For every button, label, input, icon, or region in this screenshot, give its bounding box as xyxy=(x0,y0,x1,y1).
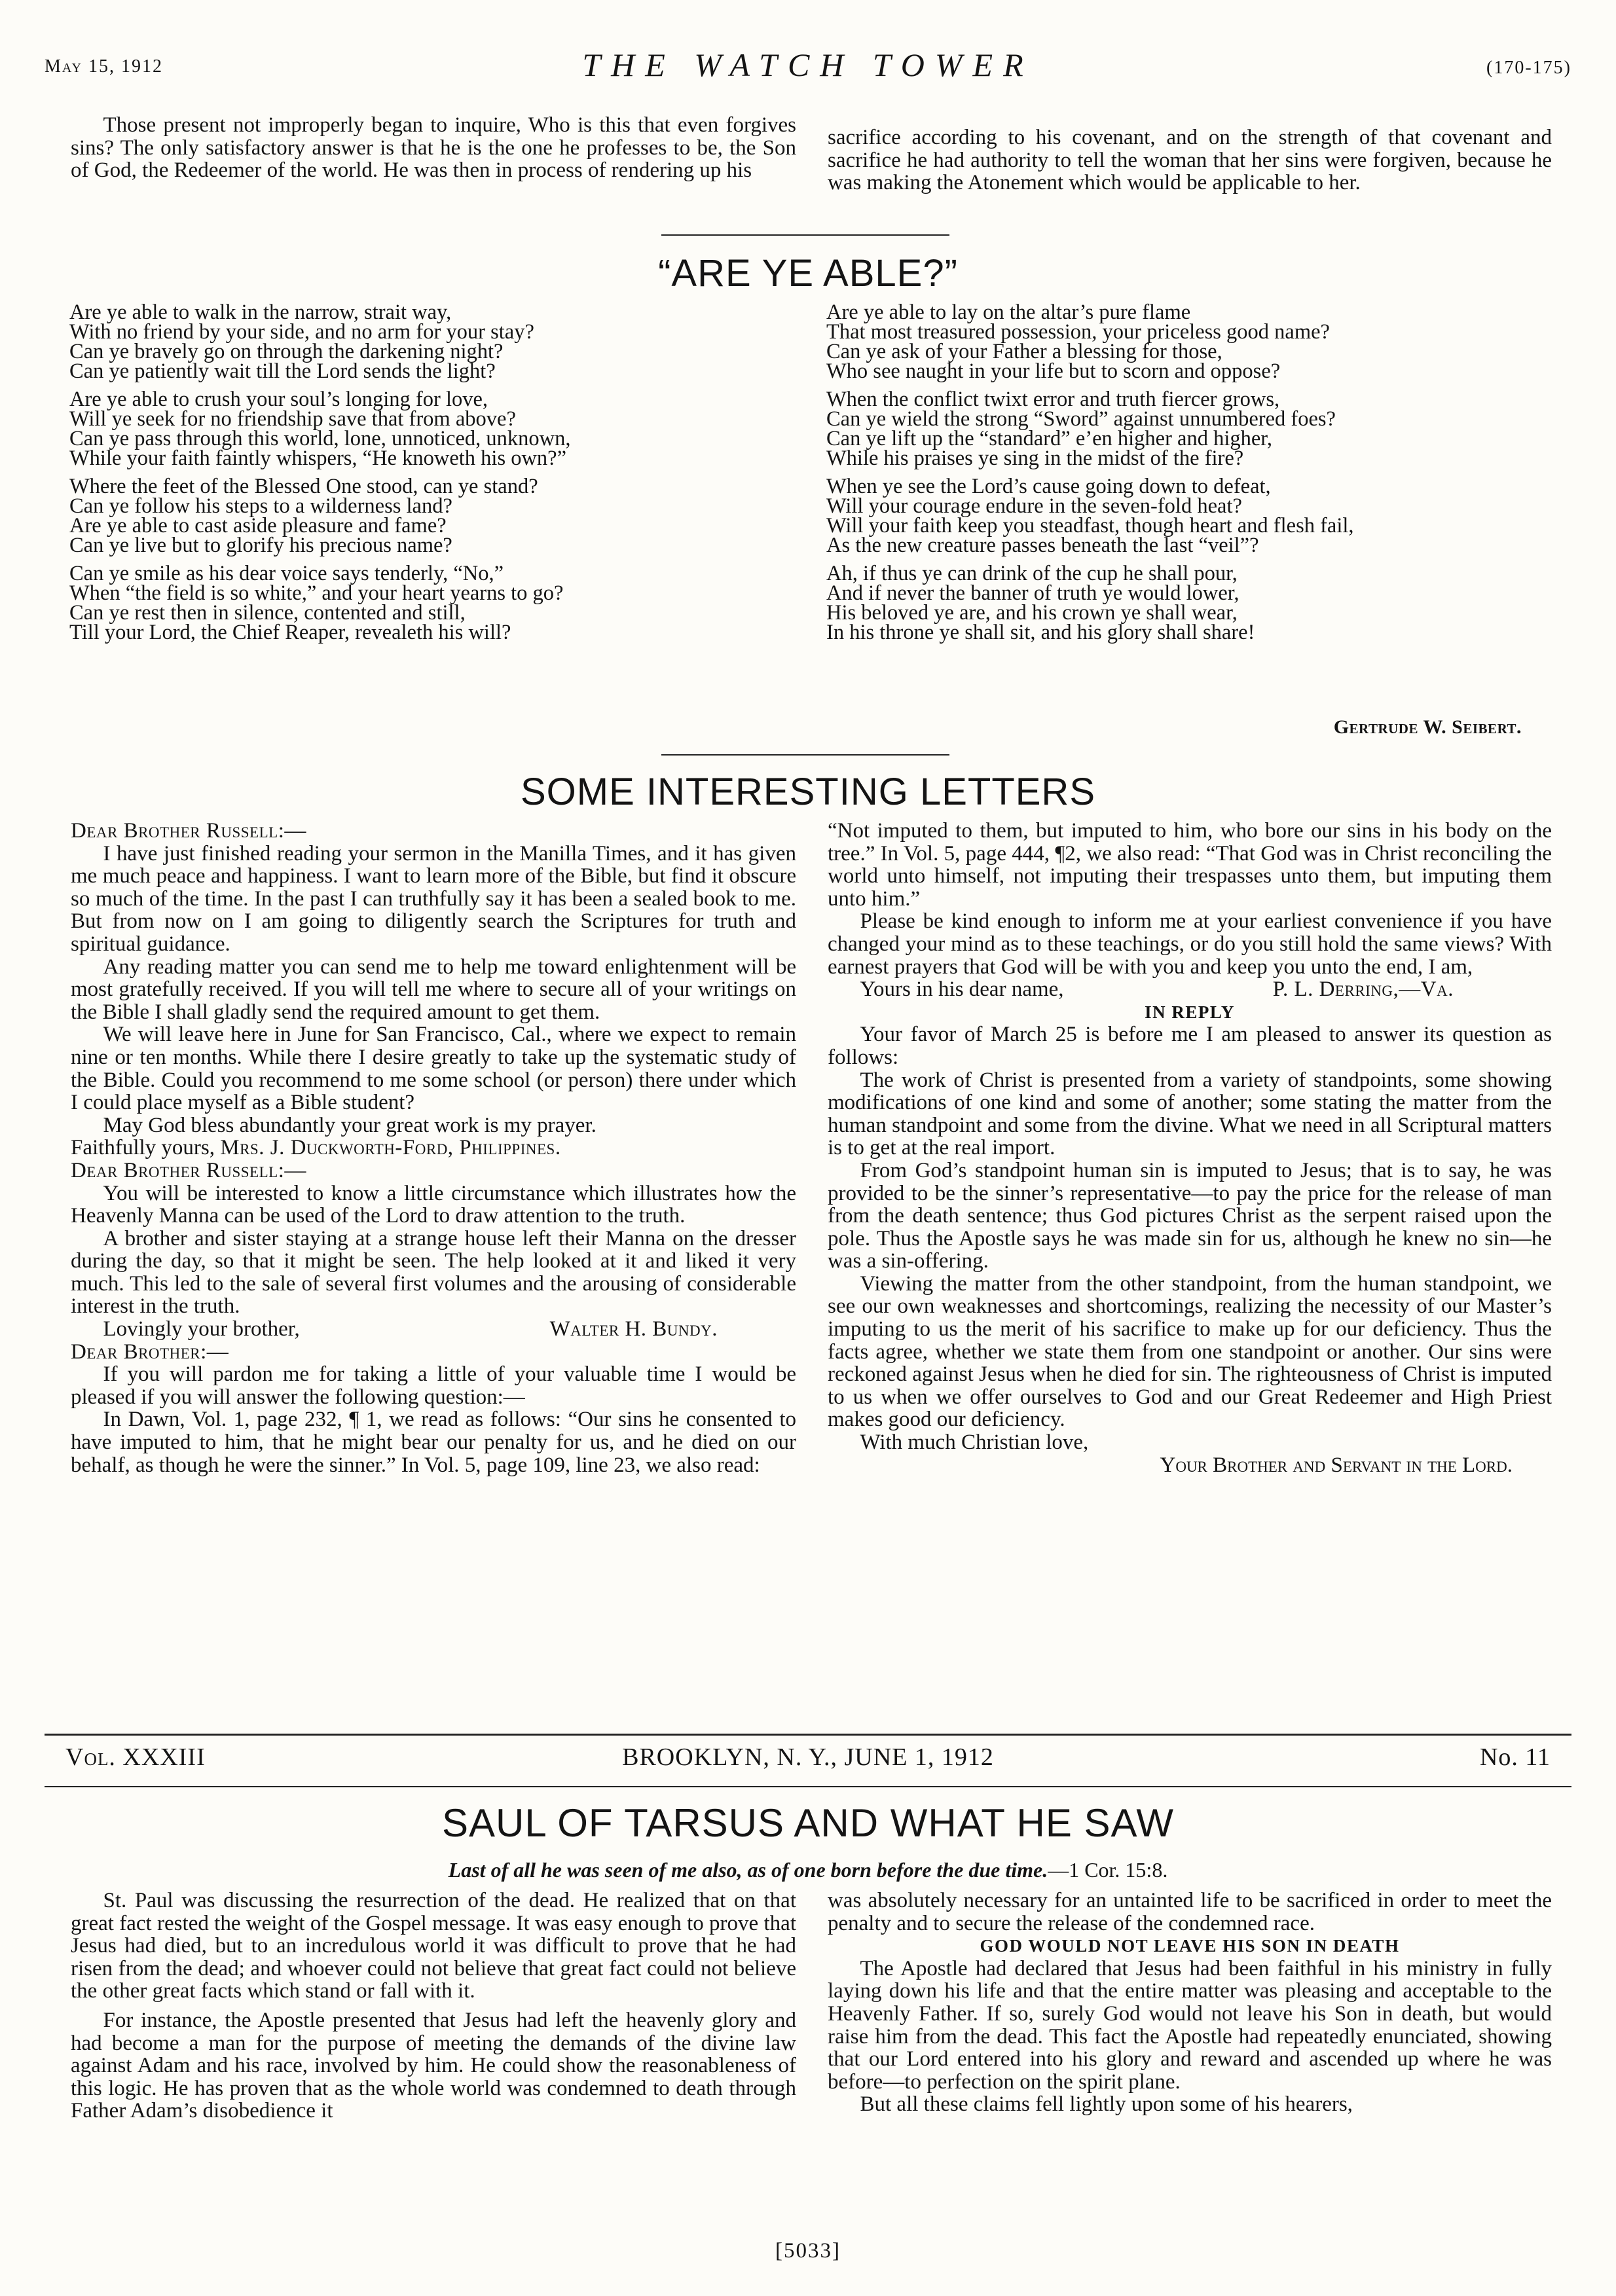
poem-stanza xyxy=(69,564,570,642)
poem-stanza xyxy=(826,477,1354,555)
paragraph: May God bless abundantly your great work is my prayer. xyxy=(103,1113,597,1137)
letters-right-column xyxy=(828,820,1552,1476)
page-number: [5033] xyxy=(775,2239,841,2263)
epigraph-reference: —1 Cor. 15:8. xyxy=(1048,1858,1168,1882)
divider xyxy=(661,234,949,236)
poem-stanza xyxy=(826,390,1354,468)
closing: Faithfully yours, xyxy=(71,1136,215,1160)
header-pages: (170-175) xyxy=(1486,58,1571,78)
paragraph: was absolutely necessary for an untainted life to be sacrificed in order to meet the penalty and to secure the release of the condemned race. xyxy=(828,1889,1552,1935)
paragraph: You will be interested to know a little circumstance which illustrates how the Heavenly Manna can be used of the Lord to draw attention to the truth. xyxy=(71,1181,796,1228)
poem-title: “ARE YE ABLE?” xyxy=(658,252,958,295)
poem-line: That most treasured possession, your priceless good name? xyxy=(826,320,1330,344)
poem-line: When the conflict twixt error and truth fiercer grows, xyxy=(826,388,1280,411)
paragraph: For instance, the Apostle presented that Jesus had left the heavenly glory and had become a man for the purpose of meeting the demands of the divine law against Adam and his race, involved by him. He could show the reasonableness of this logic. He has proven that as the whole world was condemned to death through Father Adam’s disobedience it xyxy=(71,2008,796,2123)
poem-stanza xyxy=(826,564,1354,642)
poem-line: Can ye patiently wait till the Lord sends the light? xyxy=(69,359,496,383)
issue-place-date: BROOKLYN, N. Y., JUNE 1, 1912 xyxy=(622,1743,994,1771)
article-right-column xyxy=(828,1889,1552,2116)
poem-line: When “the field is so white,” and your heart yearns to go? xyxy=(69,581,564,605)
closing: Yours in his dear name, xyxy=(860,977,1064,1002)
epigraph xyxy=(0,1858,1616,1882)
volume-number: Vol. XXXIII xyxy=(65,1743,206,1771)
reply-signature: Your Brother and Servant in the Lord. xyxy=(1160,1453,1513,1477)
poem-line: Are ye able to cast aside pleasure and fame? xyxy=(69,514,447,538)
salutation: Dear Brother:— xyxy=(71,1339,229,1364)
poem-line: Are ye able to walk in the narrow, strait way, xyxy=(69,301,452,324)
poem-line: Who see naught in your life but to scorn and oppose? xyxy=(826,359,1281,383)
paragraph: Any reading matter you can send me to help me toward enlightenment will be most gratefully received. If you will tell me where to secure all of your writings on the Bible I shall gladly send the required amount to get them. xyxy=(71,955,796,1024)
paragraph: A brother and sister staying at a strange house left their Manna on the dresser during the day, so that it might be seen. The help looked at it and liked it very much. This led to the sale of several first volumes and the arousing of considerable interest in the truth. xyxy=(71,1226,796,1319)
poem-line: Can ye lift up the “standard” e’en higher and higher, xyxy=(826,427,1272,450)
article-title: SAUL OF TARSUS AND WHAT HE SAW xyxy=(442,1801,1174,1845)
poem-line: Can ye follow his steps to a wilderness land? xyxy=(69,494,452,518)
poem-line: Till your Lord, the Chief Reaper, revealeth his will? xyxy=(69,621,511,644)
top-article-right xyxy=(828,126,1552,194)
paragraph: sacrifice according to his covenant, and on the strength of that covenant and sacrifice he had authority to tell the woman that her sins were forgiven, because he was making the Atonement which would be applicable to her. xyxy=(828,126,1552,195)
poem-right-column xyxy=(826,302,1354,651)
divider xyxy=(661,754,949,756)
paragraph: Viewing the matter from the other standpoint, from the human standpoint, we see our own weaknesses and shortcomings, realizing the necessity of our Master’s imputing to us the merit of his sacrifice to make up for our deficiency. Thus the facts agree, whether we state them from one standpoint or another. Our sins were reckoned against Jesus when he died for sin. The righteousness of Christ is imputed to us when we offer ourselves to God and our Great Redeemer and High Priest makes good our deficiency. xyxy=(828,1271,1552,1432)
poem-stanza xyxy=(69,302,570,381)
poem-line: Can ye pass through this world, lone, unnoticed, unknown, xyxy=(69,427,571,450)
header-date: May 15, 1912 xyxy=(45,56,163,77)
poem-line: Can ye rest then in silence, contented and still, xyxy=(69,601,466,625)
paragraph: The work of Christ is presented from a variety of standpoints, some showing modifications of one kind and some of another; some stating the matter from the human standpoint and some from the divine. What we need in all Scriptural matters is to get at the real import. xyxy=(828,1068,1552,1160)
poem-line: Can ye ask of your Father a blessing for those, xyxy=(826,340,1222,363)
letters-title: SOME INTERESTING LETTERS xyxy=(521,771,1095,813)
paragraph: With much Christian love, xyxy=(860,1430,1089,1455)
paragraph: Your favor of March 25 is before me I am pleased to answer its question as follows: xyxy=(828,1023,1552,1069)
letters-left-column xyxy=(71,820,796,1476)
poem-stanza xyxy=(69,477,570,555)
poem-line: Can ye smile as his dear voice says tenderly, “No,” xyxy=(69,562,504,585)
article-left-column xyxy=(71,1889,796,2123)
closing: Lovingly your brother, xyxy=(103,1317,300,1341)
poem-line: When ye see the Lord’s cause going down to defeat, xyxy=(826,475,1271,498)
poem-line: Can ye wield the strong “Sword” against unnumbered foes? xyxy=(826,407,1336,431)
poem-line: As the new creature passes beneath the last “veil”? xyxy=(826,534,1259,557)
poem-line: Can ye bravely go on through the darkening night? xyxy=(69,340,504,363)
paragraph: The Apostle had declared that Jesus had been faithful in his ministry in fully laying down his life and that the entire matter was pleasing and acceptable to the Heavenly Father. If so, surely God would not leave his Son in death, but would raise him from the dead. This fact the Apostle had repeatedly enunciated, showing that our Lord entered into his glory and reward and ascended up where he was before—to perfection on the spirit plane. xyxy=(828,1956,1552,2094)
poem-line: Ah, if thus ye can drink of the cup he shall pour, xyxy=(826,562,1238,585)
paragraph: I have just finished reading your sermon in the Manilla Times, and it has given me much peace and happiness. I want to learn more of the Bible, but find it obscure so much of the time. In the past I can truthfully say it has been a sealed book to me. But from now on I am going to diligently search the Scriptures for truth and spiritual guidance. xyxy=(71,841,796,956)
paragraph: In Dawn, Vol. 1, page 232, ¶ 1, we read as follows: “Our sins he consented to have imputed to him, that he might bear our penalty for us, and he died on our behalf, as though he were the sinner.” In Vol. 5, page 109, line 23, we also read: xyxy=(71,1408,796,1477)
signature: Walter H. Bundy. xyxy=(549,1317,718,1341)
poem-line: While your faith faintly whispers, “He knoweth his own?” xyxy=(69,446,567,470)
poem-line: In his throne ye shall sit, and his glory shall share! xyxy=(826,621,1255,644)
poem-line: Are ye able to crush your soul’s longing for love, xyxy=(69,388,488,411)
poem-stanza xyxy=(826,302,1354,381)
divider xyxy=(45,1734,1571,1736)
poem-stanza xyxy=(69,390,570,468)
signature: P. L. Derring,—Va. xyxy=(1272,977,1454,1002)
poem-author: Gertrude W. Seibert. xyxy=(1333,716,1522,738)
reply-heading: IN REPLY xyxy=(1145,1002,1235,1022)
poem-line: Are ye able to lay on the altar’s pure flame xyxy=(826,301,1191,324)
divider xyxy=(45,1786,1571,1787)
poem-line: While his praises ye sing in the midst of the fire? xyxy=(826,446,1244,470)
paragraph: We will leave here in June for San Francisco, Cal., where we expect to remain nine or ten months. While there I desire greatly to take up the systematic study of the Bible. Could you recommend to me some school (or person) there under which I could place myself as a Bible student? xyxy=(71,1023,796,1115)
signature-line xyxy=(71,1318,796,1341)
poem-line: Will your courage endure in the seven-fold heat? xyxy=(826,494,1242,518)
signature-line xyxy=(828,978,1552,1001)
masthead: THE WATCH TOWER xyxy=(582,46,1034,83)
paragraph: But all these claims fell lightly upon some of his hearers, xyxy=(860,2092,1353,2117)
paragraph: “Not imputed to them, but imputed to him, who bore our sins in his body on the tree.” In Vol. 5, page 444, ¶2, we also read: “That God was in Christ reconciling the world unto himself, not imputing their trespasses unto them, but imputing them unto him.” xyxy=(828,819,1552,911)
top-article-left xyxy=(71,114,796,182)
poem-line: And if never the banner of truth ye would lower, xyxy=(826,581,1240,605)
poem-line: With no friend by your side, and no arm for your stay? xyxy=(69,320,534,344)
paragraph: From God’s standpoint human sin is imputed to Jesus; that is to say, he was provided to be the sinner’s representative—to pay the price for the release of man from the death sentence; thus God pictures Christ as the serpent raised upon the pole. Thus the Apostle says he was made sin for us, although he knew no sin—he was a sin-offering. xyxy=(828,1158,1552,1273)
signature-line xyxy=(71,1137,796,1159)
issue-number: No. 11 xyxy=(1479,1743,1551,1771)
epigraph-text: Last of all he was seen of me also, as of one born before the due time. xyxy=(448,1858,1048,1882)
salutation: Dear Brother Russell:— xyxy=(71,1158,306,1182)
poem-line: Will your faith keep you steadfast, though heart and flesh fail, xyxy=(826,514,1354,538)
poem-left-column xyxy=(69,302,570,651)
paragraph: St. Paul was discussing the resurrection of the dead. He realized that on that great fact rested the weight of the Gospel message. It was easy enough to prove that Jesus had died, but to an incredulous world it was difficult to prove that he had risen from the dead; and whoever could not believe that great fact could not believe the other great facts which stand or fall with it. xyxy=(71,1889,796,2003)
paragraph: If you will pardon me for taking a little of your valuable time I would be pleased if you will answer the following question:— xyxy=(71,1362,796,1409)
poem-line: Where the feet of the Blessed One stood, can ye stand? xyxy=(69,475,538,498)
salutation: Dear Brother Russell:— xyxy=(71,819,306,843)
signature: Mrs. J. Duckworth-Ford, Philippines. xyxy=(220,1136,561,1160)
poem-line: His beloved ye are, and his crown ye shall wear, xyxy=(826,601,1238,625)
paragraph: Please be kind enough to inform me at your earliest convenience if you have changed your mind as to these teachings, or do you still hold the same views? With earnest prayers that God will be with you and keep you unto the end, I am, xyxy=(828,909,1552,979)
paragraph: Those present not improperly began to inquire, Who is this that even forgives sins? The only satisfactory answer is that he is the one he professes to be, the Son of God, the Redeemer of the world. He was then in process of rendering up his xyxy=(71,113,796,183)
poem-line: Can ye live but to glorify his precious name? xyxy=(69,534,452,557)
poem-line: Will ye seek for no friendship save that from above? xyxy=(69,407,516,431)
section-heading: GOD WOULD NOT LEAVE HIS SON IN DEATH xyxy=(980,1936,1400,1956)
